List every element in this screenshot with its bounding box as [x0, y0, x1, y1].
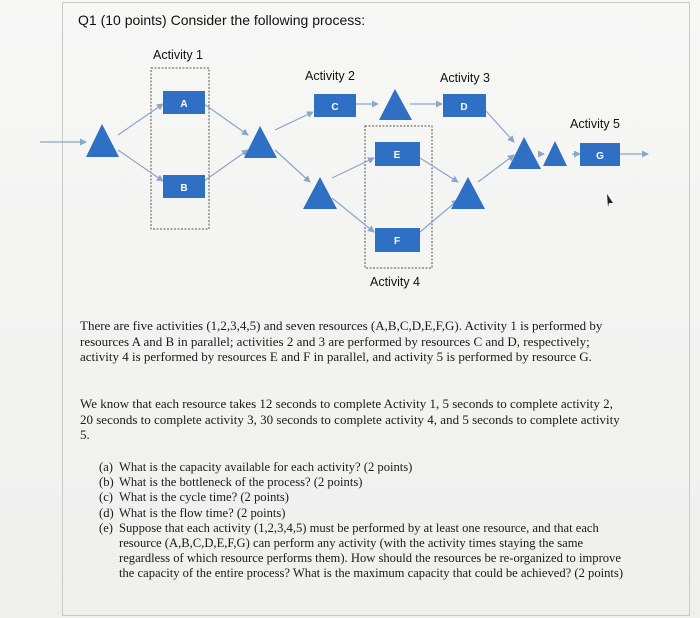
- activity-3-label: Activity 3: [440, 71, 491, 85]
- resource-c-label: C: [331, 102, 339, 113]
- activity-2-label: Activity 2: [305, 69, 356, 83]
- process-diagram: [0, 0, 700, 300]
- arrow-t4-f: [332, 198, 374, 232]
- question-text: What is the bottleneck of the process? (2 points): [119, 475, 363, 490]
- question-list: [99, 460, 624, 582]
- description-paragraph-1: There are five activities (1,2,3,4,5) and seven resources (A,B,C,D,E,F,G). Activity 1 is performed by resources A and B in parallel; activities 2 and 3 are performed by resources C and D, respectively; activity 4 is performed by resources E and F in parallel, and activity 5 is performed by resource G.: [80, 318, 603, 365]
- arrow-a-t2: [204, 104, 248, 135]
- arrow-b-t2: [204, 150, 248, 181]
- activity-4-label: Activity 4: [370, 275, 421, 289]
- question-item: [99, 506, 624, 521]
- description-paragraph-2: We know that each resource takes 12 seconds to complete Activity 1, 5 seconds to complete activity 2, 20 seconds to complete activity 3, 30 seconds to complete activity 4, and 5 seconds to complete activity 5.: [80, 396, 620, 443]
- arrow-t1-b: [118, 150, 163, 181]
- activity-5-label: Activity 5: [570, 117, 621, 131]
- buffer-triangle-icon: [543, 141, 567, 166]
- question-title: Q1 (10 points) Consider the following process:: [78, 12, 366, 28]
- question-number: (a): [99, 460, 113, 474]
- buffer-triangle-icon: [86, 124, 119, 157]
- resource-d-label: D: [460, 102, 468, 113]
- arrow-e-t5: [420, 158, 458, 182]
- buffer-triangle-icon: [379, 89, 412, 120]
- resource-g-label: G: [596, 151, 604, 162]
- buffer-triangle-icon: [451, 177, 485, 209]
- question-number: (e): [99, 520, 113, 535]
- question-text: Suppose that each activity (1,2,3,4,5) must be performed by at least one resource, and that each resource (A,B,C,D,E,F,G) can perform any activity (with the activity times staying the same regardless of which resource performs them). How should the resources be re-organized to improve the capacity of the entire process? What is the maximum capacity that could be achieved? (2 points): [119, 520, 624, 581]
- question-item: [99, 521, 624, 582]
- flow-arrows: [40, 104, 648, 232]
- arrow-t2-c: [275, 112, 313, 130]
- question-number: (b): [99, 475, 114, 490]
- question-number: (c): [99, 490, 113, 505]
- activity-1-label: Activity 1: [153, 48, 204, 62]
- arrow-d-t6: [486, 111, 514, 142]
- resource-b-label: B: [180, 183, 188, 194]
- question-item: [99, 490, 624, 505]
- question-text: What is the capacity available for each activity? (2 points): [119, 460, 413, 474]
- buffer-triangle-icon: [244, 126, 277, 158]
- buffer-triangle-icon: [508, 137, 541, 169]
- arrow-t4-e: [332, 158, 374, 178]
- arrow-f-t5: [420, 200, 458, 232]
- question-text: What is the flow time? (2 points): [119, 505, 286, 520]
- arrow-t2-t4: [275, 150, 310, 182]
- arrow-t1-a: [118, 104, 163, 135]
- question-number: (d): [99, 505, 114, 520]
- question-item: [99, 460, 624, 475]
- buffer-triangle-icon: [303, 177, 337, 209]
- question-item: [99, 475, 624, 490]
- resource-e-label: E: [393, 150, 401, 161]
- resource-f-label: F: [393, 236, 401, 247]
- mouse-cursor-icon: [607, 194, 613, 207]
- question-text: What is the cycle time? (2 points): [119, 490, 289, 505]
- resource-a-label: A: [180, 99, 188, 110]
